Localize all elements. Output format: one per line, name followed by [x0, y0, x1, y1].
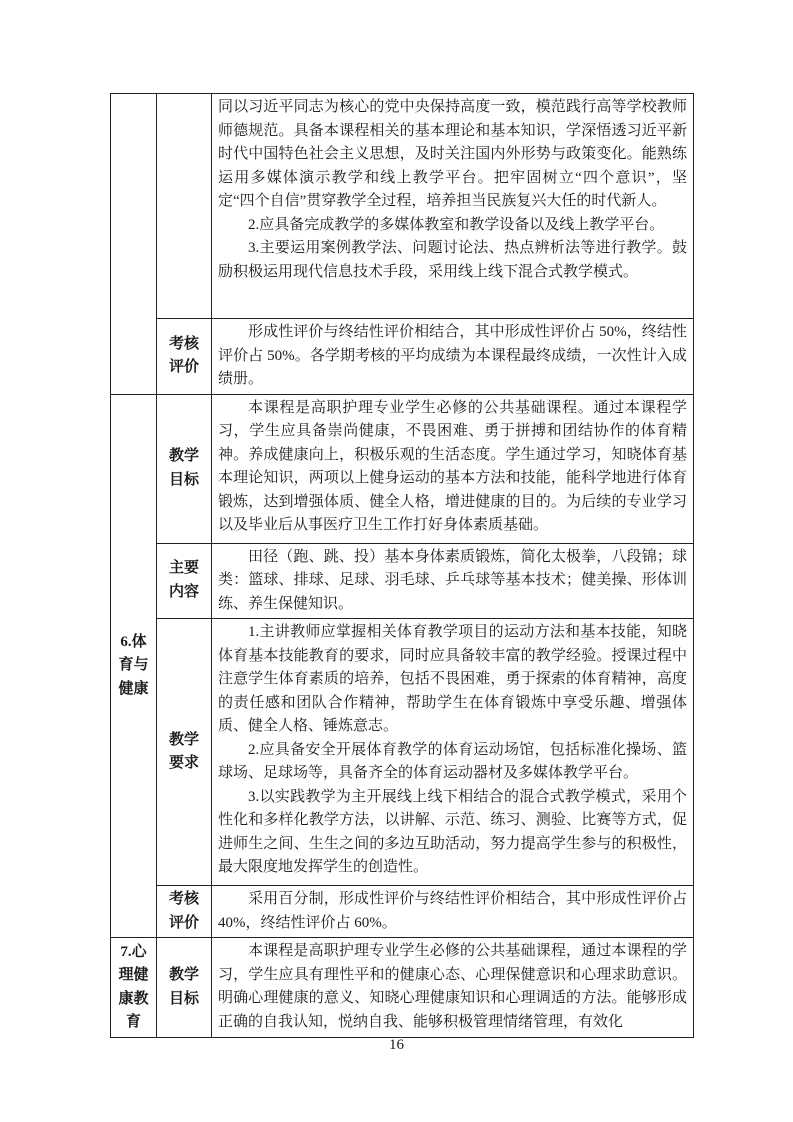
- paragraph: 田径（跑、跳、投）基本身体素质锻炼，简化太极拳，八段锦；球类：篮球、排球、足球、羽毛球、乒乓球等基本技术；健美操、形体训练、养生保健知识。: [218, 548, 687, 612]
- content-cell: [212, 319, 694, 395]
- row-label-cell: [157, 938, 212, 1038]
- paragraph: 本课程是高职护理专业学生必修的公共基础课程。通过本课程学习，学生应具备崇尚健康，不畏困难、勇于拼搏和团结协作的体育精神。养成健康向上，积极乐观的生活态度。学生通过学习，知晓体育基本理论知识，两项以上健身运动的基本方法和技能，能科学地进行体育锻炼，达到增强体质、健全人格，增进健康的目的。为后续的专业学习以及毕业后从事医疗卫生工作打好身体素质基础。: [218, 399, 687, 533]
- row-label-cell: [157, 619, 212, 886]
- paragraph: 1.主讲教师应掌握相关体育教学项目的运动方法和基本技能，知晓体育基本技能教育的要求，同时应具备较丰富的教学经验。授课过程中注意学生体育素质的培养，包括不畏困难，勇于探索的体育精神，高度的责任感和团队合作精神，帮助学生在体育锻炼中享受乐趣、增强体质、健全人格、锤炼意志。: [218, 624, 687, 734]
- content-cell: [212, 619, 694, 886]
- table-row: [111, 319, 694, 395]
- paragraph: 2.应具备完成教学的多媒体教室和教学设备以及线上教学平台。: [248, 216, 665, 233]
- section-label: 7.心理健康教育: [118, 943, 149, 1030]
- row-label: 主要内容: [168, 560, 199, 600]
- table-row: [111, 619, 694, 886]
- paragraph: 形成性评价与终结性评价相结合，其中形成性评价占 50%，终结性评价占 50%。各学期考核的平均成绩为本课程最终成绩，一次性计入成绩册。: [218, 324, 687, 387]
- row-label: 考核评价: [168, 335, 199, 376]
- row-label: 教学要求: [168, 731, 199, 771]
- row-label: 教学目标: [168, 448, 199, 488]
- paragraph: 采用百分制，形成性评价与终结性评价相结合，其中形成性评价占 40%，终结性评价占 60%。: [218, 891, 687, 931]
- row-label-cell: [157, 394, 212, 543]
- row-label: 考核评价: [168, 891, 199, 931]
- table-row: [111, 543, 694, 619]
- section-label-cell: [111, 94, 157, 395]
- content-cell: [212, 543, 694, 619]
- section-label-cell: [111, 938, 157, 1038]
- paragraph: 同以习近平同志为核心的党中央保持高度一致，模范践行高等学校教师师德规范。具备本课程相关的基本理论和基本知识，学深悟透习近平新时代中国特色社会主义思想，及时关注国内外形势与政策变化。能熟练运用多媒体演示教学和线上教学平台。把牢固树立“四个意识”，坚定“四个自信”贯穿教学全过程，培养担当民族复兴大任的时代新人。: [218, 99, 687, 209]
- paragraph: 2.应具备安全开展体育教学的体育运动场馆，包括标准化操场、篮球场、足球场等，具备齐全的体育运动器材及多媒体教学平台。: [218, 741, 687, 781]
- paragraph: 3.主要运用案例教学法、问题讨论法、热点辨析法等进行教学。鼓励积极运用现代信息技术手段，采用线上线下混合式教学模式。: [218, 240, 687, 280]
- row-label-cell: [157, 319, 212, 395]
- section-label: 6.体育与健康: [118, 633, 149, 697]
- table-row: [111, 938, 694, 1038]
- content-cell: [212, 886, 694, 938]
- section-label-cell: [111, 394, 157, 938]
- content-cell: [212, 94, 694, 319]
- table-row: [111, 94, 694, 319]
- content-cell: [212, 938, 694, 1038]
- course-outline-table: [110, 93, 694, 1038]
- page-number: 16: [389, 1037, 404, 1053]
- row-label: 教学目标: [168, 967, 199, 1007]
- row-label-cell: [157, 886, 212, 938]
- row-label-cell: [157, 94, 212, 319]
- paragraph: 本课程是高职护理专业学生必修的公共基础课程，通过本课程的学习，学生应具有理性平和的健康心态、心理保健意识和心理求助意识。明确心理健康的意义、知晓心理健康知识和心理调适的方法。能够形成正确的自我认知，悦纳自我、能够积极管理情绪管理，有效化: [218, 943, 687, 1030]
- content-cell: [212, 394, 694, 543]
- table-row: [111, 886, 694, 938]
- row-label-cell: [157, 543, 212, 619]
- table-row: [111, 394, 694, 543]
- paragraph: 3.以实践教学为主开展线上线下相结合的混合式教学模式，采用个性化和多样化教学方法，以讲解、示范、练习、测验、比赛等方式，促进师生之间、生生之间的多边互助活动，努力提高学生参与的积极性，最大限度地发挥学生的创造性。: [218, 788, 687, 875]
